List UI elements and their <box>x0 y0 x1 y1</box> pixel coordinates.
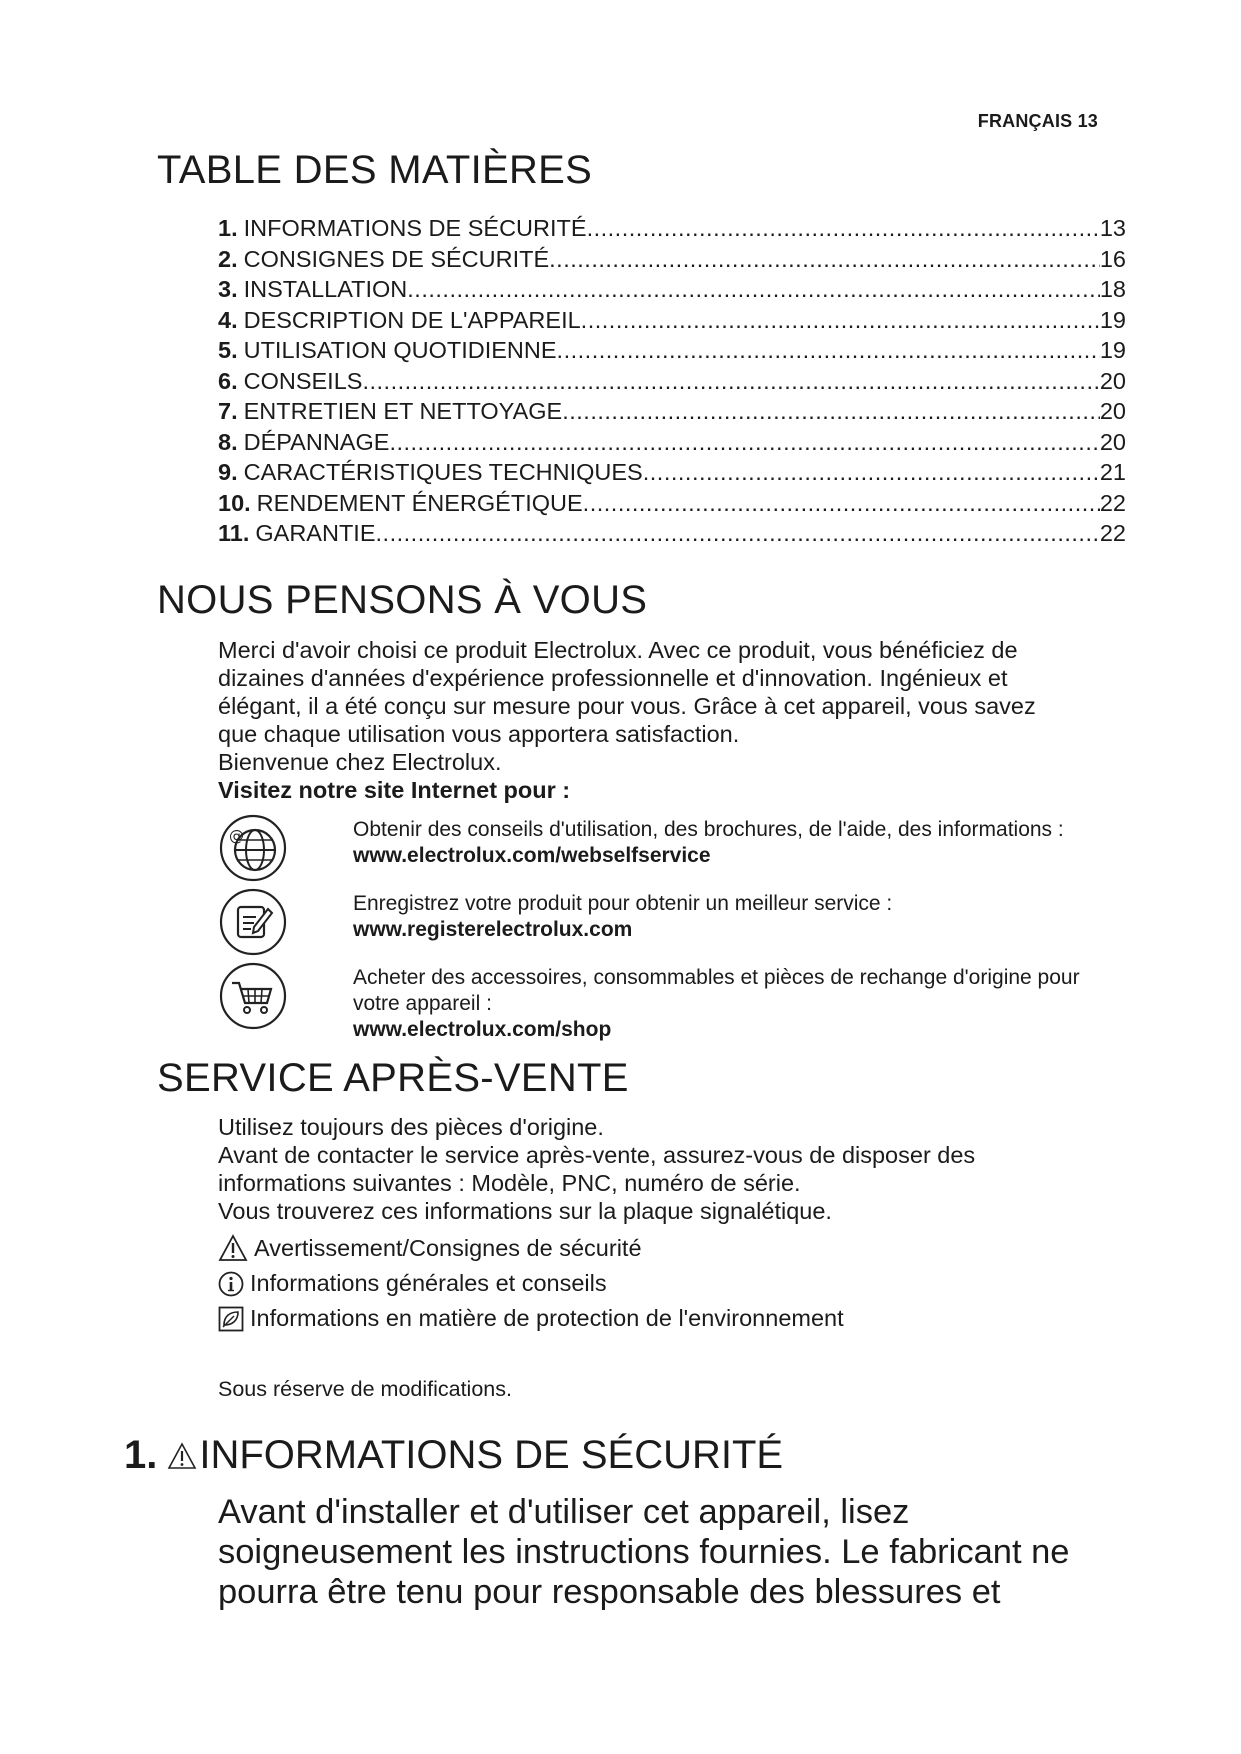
text-line: élégant, il a été conçu sur mesure pour vous. Grâce à cet appareil, vous savez <box>218 693 1036 719</box>
toc-entry-title: GARANTIE <box>255 520 376 546</box>
section-title-thinking: NOUS PENSONS À VOUS <box>157 578 648 622</box>
warning-icon <box>218 1234 248 1262</box>
legend-item <box>218 1270 607 1297</box>
toc-row[interactable] <box>218 274 1126 305</box>
text-line: soigneusement les instructions fournies. Le fabricant ne <box>218 1533 1070 1571</box>
toc-row[interactable] <box>218 305 1126 336</box>
toc-leader <box>643 457 1100 488</box>
toc-number: 8. <box>218 428 238 455</box>
text-line: Bienvenue chez Electrolux. <box>218 749 502 775</box>
toc-number: 6. <box>218 367 238 394</box>
toc-page-number: 20 <box>1099 398 1126 424</box>
toc-leader <box>362 366 1099 397</box>
section-number: 1. <box>124 1433 158 1477</box>
text-line: Vous trouverez ces informations sur la plaque signalétique. <box>218 1198 832 1224</box>
section-title: INFORMATIONS DE SÉCURITÉ <box>199 1433 784 1477</box>
toc-number: 11. <box>218 520 250 546</box>
legend-label: Informations en matière de protection de l'environnement <box>250 1305 844 1331</box>
toc-row[interactable] <box>218 213 1126 244</box>
link-description: Obtenir des conseils d'utilisation, des brochures, de l'aide, des informations : <box>353 818 1064 841</box>
toc-number: 9. <box>218 459 238 485</box>
legend-label: Informations générales et conseils <box>250 1270 607 1296</box>
link-url[interactable]: www.electrolux.com/shop <box>353 1018 612 1041</box>
visit-label: Visitez notre site Internet pour : <box>218 777 571 803</box>
service-paragraph <box>218 1113 1138 1225</box>
toc-entry-title: CONSIGNES DE SÉCURITÉ <box>243 245 550 272</box>
toc-page-number: 22 <box>1099 489 1126 516</box>
toc-entry-title: CONSEILS <box>243 367 363 394</box>
toc-number: 3. <box>218 276 238 302</box>
toc-row[interactable] <box>218 488 1126 519</box>
toc-page-number: 13 <box>1099 215 1126 241</box>
toc-number: 10. <box>218 489 251 516</box>
toc-leader <box>557 335 1100 366</box>
legend-label: Avertissement/Consignes de sécurité <box>254 1234 642 1261</box>
legend-item <box>218 1305 844 1332</box>
toc-number: 4. <box>218 306 238 333</box>
toc-number: 2. <box>218 245 238 272</box>
link-url[interactable]: www.electrolux.com/webselfservice <box>353 844 711 867</box>
register-icon <box>218 887 288 957</box>
toc-title: TABLE DES MATIÈRES <box>157 148 593 192</box>
web-link-item <box>218 813 1138 883</box>
section-title-service: SERVICE APRÈS-VENTE <box>157 1056 629 1100</box>
section-1-heading <box>124 1433 783 1478</box>
toc-number: 5. <box>218 337 238 363</box>
toc-leader <box>587 213 1100 244</box>
warning-icon <box>167 1442 197 1470</box>
toc-entry-title: DESCRIPTION DE L'APPAREIL <box>243 306 581 333</box>
svg-text:@: @ <box>229 827 244 845</box>
toc-page-number: 16 <box>1099 245 1126 272</box>
toc-page-number: 20 <box>1099 367 1126 394</box>
text-line: Avant d'installer et d'utiliser cet appareil, lisez <box>218 1493 910 1531</box>
text-line: dizaines d'années d'expérience professionnelle et d'innovation. Ingénieux et <box>218 665 1008 691</box>
info-icon <box>218 1271 244 1297</box>
toc-row[interactable] <box>218 396 1126 427</box>
toc-page-number: 22 <box>1099 520 1126 546</box>
safety-intro <box>218 1492 1138 1612</box>
legend-item <box>218 1234 642 1262</box>
link-description: Acheter des accessoires, consommables et pièces de rechange d'origine pour <box>353 966 1080 989</box>
web-link-item <box>218 961 1138 1041</box>
toc-page-number: 21 <box>1099 459 1126 485</box>
toc-row[interactable] <box>218 366 1126 397</box>
toc-page-number: 19 <box>1099 306 1126 333</box>
text-line: Merci d'avoir choisi ce produit Electrolux. Avec ce produit, vous bénéficiez de <box>218 637 1018 663</box>
toc-page-number: 19 <box>1099 337 1126 363</box>
toc-entry-title: CARACTÉRISTIQUES TECHNIQUES <box>243 459 643 485</box>
toc-row[interactable] <box>218 427 1126 458</box>
text-line: Utilisez toujours des pièces d'origine. <box>218 1114 604 1140</box>
toc-leader <box>581 305 1100 336</box>
toc-entry-title: INFORMATIONS DE SÉCURITÉ <box>243 215 587 241</box>
toc-row[interactable] <box>218 457 1126 488</box>
toc-entry-title: DÉPANNAGE <box>243 428 390 455</box>
table-of-contents <box>218 213 1126 549</box>
link-description: Enregistrez votre produit pour obtenir un meilleur service : <box>353 892 893 915</box>
toc-page-number: 20 <box>1099 428 1126 455</box>
text-line: que chaque utilisation vous apportera satisfaction. <box>218 721 740 747</box>
modification-note: Sous réserve de modifications. <box>218 1377 512 1401</box>
text-line: pourra être tenu pour responsable des blessures et <box>218 1573 1001 1611</box>
thinking-paragraph <box>218 636 1138 804</box>
toc-leader <box>376 518 1100 549</box>
toc-entry-title: INSTALLATION <box>243 276 408 302</box>
text-line: Avant de contacter le service après-vente, assurez-vous de disposer des <box>218 1142 976 1168</box>
toc-row[interactable] <box>218 335 1126 366</box>
toc-row[interactable] <box>218 518 1126 549</box>
toc-page-number: 18 <box>1099 276 1126 302</box>
toc-leader <box>549 244 1100 275</box>
web-link-item <box>218 887 1138 957</box>
environment-icon <box>218 1306 244 1332</box>
toc-leader <box>389 427 1099 458</box>
toc-entry-title: ENTRETIEN ET NETTOYAGE <box>243 398 563 424</box>
toc-entry-title: RENDEMENT ÉNERGÉTIQUE <box>256 489 583 516</box>
toc-leader <box>562 396 1100 427</box>
text-line: informations suivantes : Modèle, PNC, numéro de série. <box>218 1170 801 1196</box>
toc-row[interactable] <box>218 244 1126 275</box>
toc-number: 7. <box>218 398 238 424</box>
toc-entry-title: UTILISATION QUOTIDIENNE <box>243 337 557 363</box>
globe-icon <box>218 813 288 883</box>
toc-leader <box>583 488 1100 519</box>
link-description: votre appareil : <box>353 992 492 1015</box>
cart-icon <box>218 961 288 1031</box>
link-url[interactable]: www.registerelectrolux.com <box>353 918 633 941</box>
toc-number: 1. <box>218 215 238 241</box>
page-header: FRANÇAIS 13 <box>977 111 1098 131</box>
toc-leader <box>407 274 1100 305</box>
